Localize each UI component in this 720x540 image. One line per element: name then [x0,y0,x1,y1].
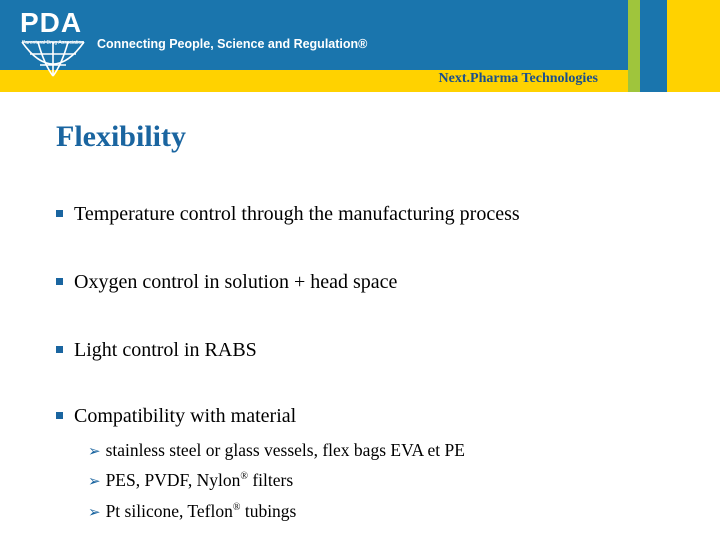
arrow-bullet-icon: ➢ [88,442,101,460]
bullet-text: Oxygen control in solution + head space [74,271,398,293]
sub-bullet-text: tubings [244,501,297,521]
registered-mark: ® [240,471,248,483]
header-subtitle: Next.Pharma Technologies [438,71,598,86]
arrow-bullet-icon: ➢ [88,472,101,490]
header-banner [0,0,720,92]
sub-bullet-text: Pt silicone, Teflon [105,501,233,521]
bullet-item [56,405,296,428]
square-bullet-icon [56,346,63,353]
globe-icon [18,34,88,78]
bullet-text: Light control in RABS [74,339,257,361]
pda-logo-text: PDA [20,7,83,38]
bullet-item [56,271,397,294]
bullet-text: Compatibility with material [74,405,297,427]
slide-title: Flexibility [56,120,186,153]
sub-bullet-text: filters [252,470,294,490]
square-bullet-icon [56,210,63,217]
yellow-stripe [667,0,720,92]
arrow-bullet-icon: ➢ [88,503,101,521]
bullet-item [56,339,257,362]
sub-bullet-text: stainless steel or glass vessels, flex bags EVA et PE [105,440,465,460]
square-bullet-icon [56,412,63,419]
tagline: Connecting People, Science and Regulation® [97,37,368,51]
pda-logo-subtext: Parenteral Drug Association [22,40,84,46]
bullet-text: Temperature control through the manufacturing process [74,203,520,225]
blue-stripe [640,0,667,92]
bullet-item [56,203,520,226]
registered-mark: ® [232,502,241,514]
sub-bullet-item [88,440,465,461]
square-bullet-icon [56,278,63,285]
sub-bullet-text: PES, PVDF, Nylon [105,470,241,490]
sub-bullet-item [88,470,293,491]
green-stripe [628,0,640,92]
sub-bullet-item [88,501,296,522]
